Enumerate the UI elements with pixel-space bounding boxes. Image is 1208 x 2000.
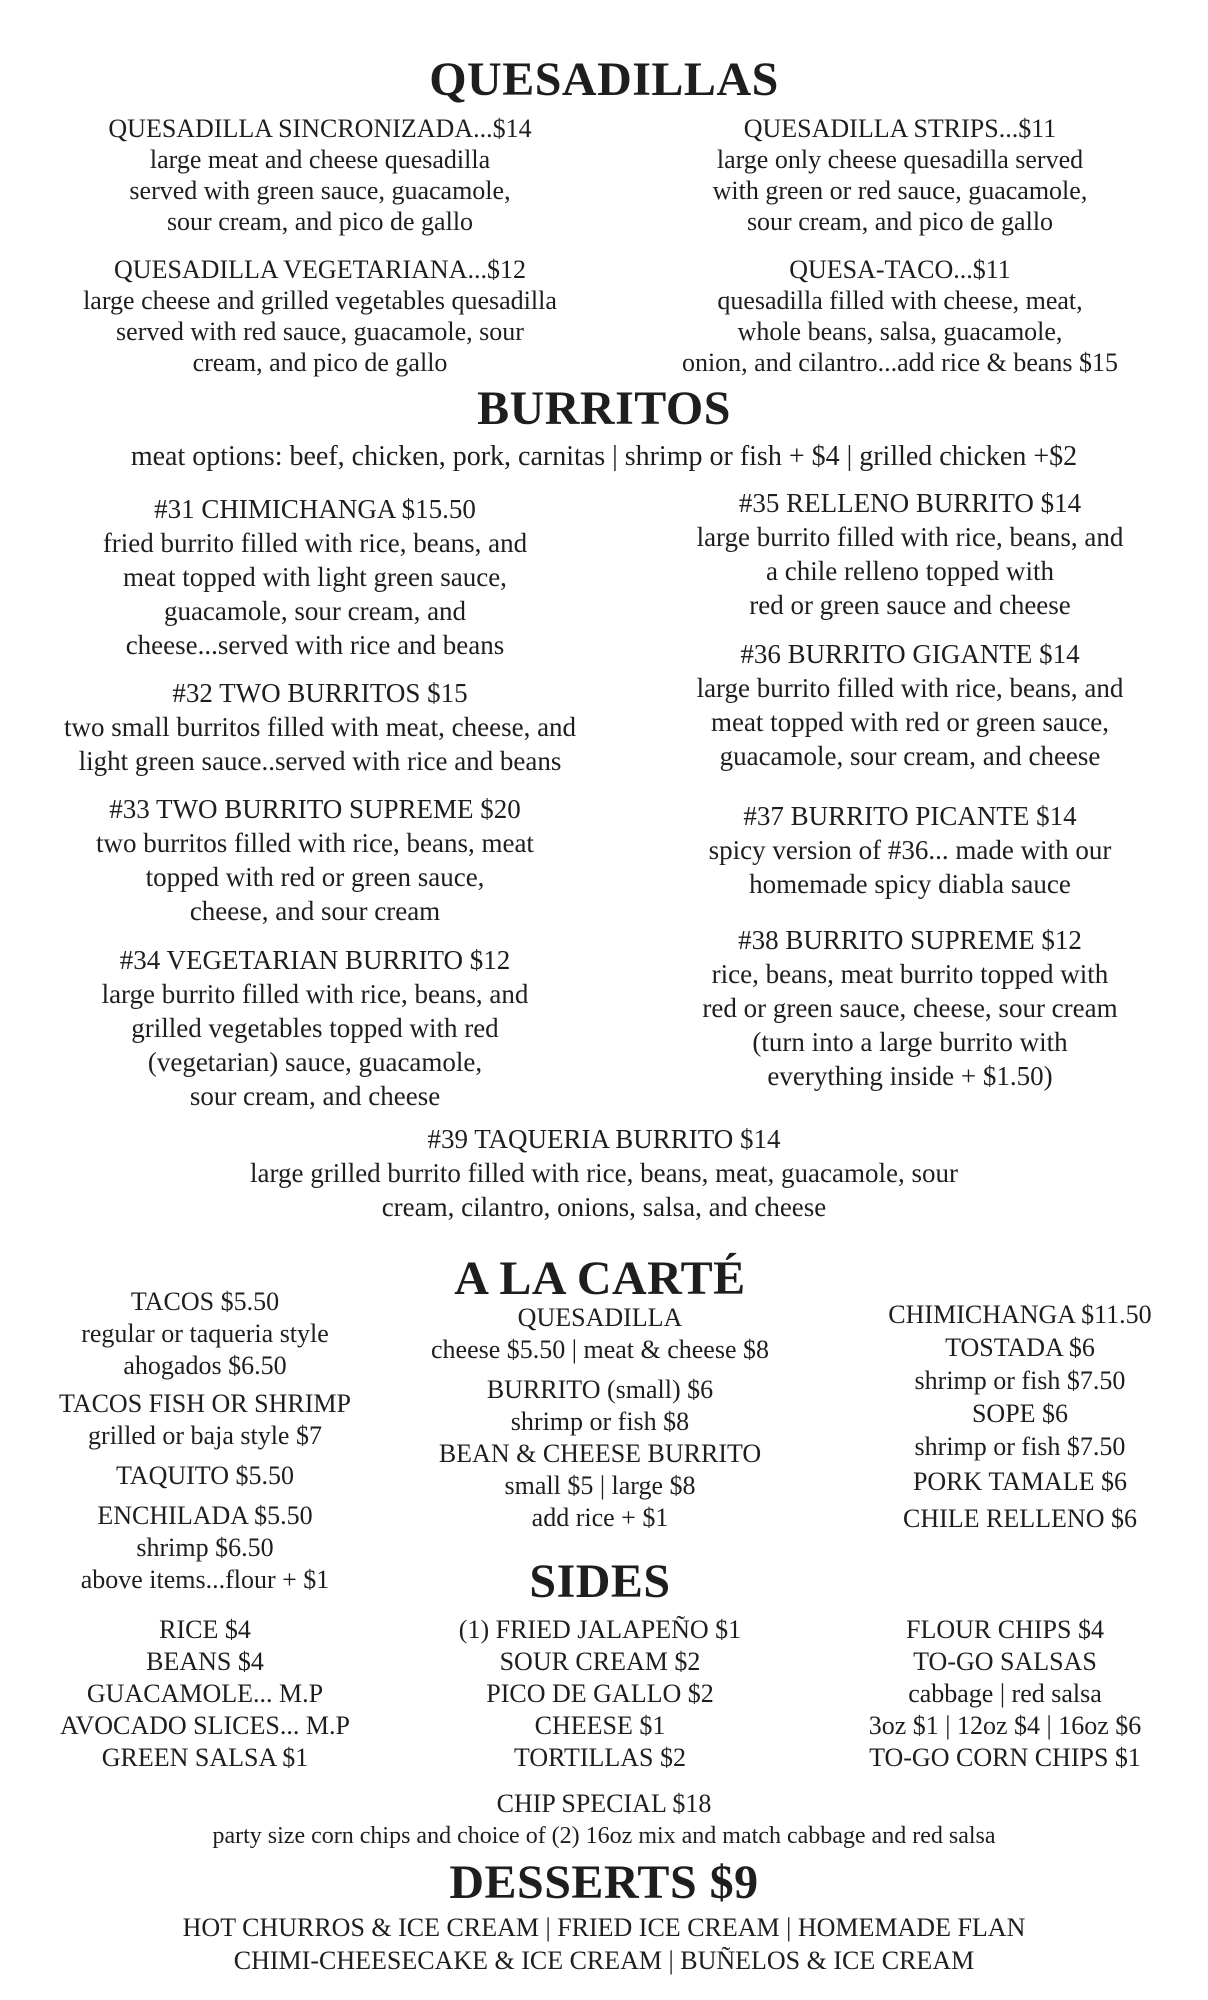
item-name: #34 VEGETARIAN BURRITO $12 [119, 945, 511, 975]
carte-item: shrimp or fish $7.50 [914, 1366, 1126, 1395]
item-desc: a chile relleno topped with [766, 556, 1054, 586]
chip-special-desc: party size corn chips and choice of (2) 16oz mix and match cabbage and red salsa [212, 1823, 996, 1849]
item-desc: sour cream, and pico de gallo [166, 207, 474, 236]
item-name: #37 BURRITO PICANTE $14 [743, 801, 1077, 831]
item-desc: meat topped with red or green sauce, [710, 707, 1110, 737]
desserts-line: HOT CHURROS & ICE CREAM | FRIED ICE CREAM | HOMEMADE FLAN [182, 1913, 1026, 1942]
item-desc: large burrito filled with rice, beans, and [696, 522, 1124, 552]
item-desc: cream, cilantro, onions, salsa, and cheese [381, 1192, 827, 1222]
carte-item: CHIMICHANGA $11.50 [888, 1300, 1152, 1329]
carte-item: BURRITO (small) $6 [486, 1375, 714, 1404]
menu-item-quesadilla-sincronizada [60, 113, 580, 237]
side-item: GREEN SALSA $1 [101, 1743, 309, 1772]
item-desc: grilled vegetables topped with red [131, 1013, 499, 1043]
item-name: #38 BURRITO SUPREME $12 [738, 925, 1082, 955]
item-desc: spicy version of #36... made with our [708, 835, 1112, 865]
carte-item: shrimp or fish $8 [510, 1407, 690, 1436]
item-desc: two burritos filled with rice, beans, meat [96, 828, 534, 858]
item-desc: whole beans, salsa, guacamole, [737, 317, 1063, 346]
item-desc: onion, and cilantro...add rice & beans $15 [681, 348, 1119, 377]
desserts-list [0, 1911, 1208, 1977]
menu-item-quesadilla-vegetariana [30, 254, 610, 378]
carte-item: BEAN & CHEESE BURRITO [438, 1439, 762, 1468]
side-item: FLOUR CHIPS $4 [906, 1615, 1104, 1644]
section-title-sides: SIDES [529, 1555, 671, 1608]
item-desc: fried burrito filled with rice, beans, and [102, 528, 528, 558]
menu-item-quesadilla-strips [640, 113, 1160, 237]
item-name: QUESA-TACO...$11 [789, 255, 1011, 284]
item-name: #36 BURRITO GIGANTE $14 [740, 639, 1080, 669]
section-title-a-la-carte: A LA CARTÉ [454, 1252, 746, 1305]
chip-special-title: CHIP SPECIAL $18 [496, 1789, 712, 1818]
item-desc: (turn into a large burrito with [752, 1027, 1068, 1057]
sides-right-column [820, 1614, 1190, 1774]
side-item: TO-GO CORN CHIPS $1 [869, 1743, 1141, 1772]
a-la-carte-right-column [840, 1298, 1200, 1535]
item-desc: served with red sauce, guacamole, sour [116, 317, 524, 346]
carte-item: TACOS FISH OR SHRIMP [59, 1389, 351, 1418]
item-name: #35 RELLENO BURRITO $14 [738, 488, 1082, 518]
carte-item: shrimp or fish $7.50 [914, 1432, 1126, 1461]
sides-middle-column [400, 1614, 800, 1774]
item-desc: large meat and cheese quesadilla [149, 145, 491, 174]
carte-item: CHILE RELLENO $6 [903, 1504, 1137, 1533]
carte-item: QUESADILLA [517, 1303, 683, 1332]
carte-item: add rice + $1 [531, 1503, 669, 1532]
side-item: 3oz $1 | 12oz $4 | 16oz $6 [868, 1711, 1142, 1740]
side-item: CHEESE $1 [534, 1711, 666, 1740]
item-name: QUESADILLA SINCRONIZADA...$14 [108, 114, 532, 143]
item-name: #39 TAQUERIA BURRITO $14 [427, 1124, 781, 1154]
menu-item-39-taqueria-burrito [0, 1122, 1208, 1224]
item-desc: meat topped with light green sauce, [123, 562, 507, 592]
carte-item: TOSTADA $6 [945, 1333, 1095, 1362]
item-desc: cream, and pico de gallo [192, 348, 448, 377]
side-item: PICO DE GALLO $2 [486, 1679, 714, 1708]
carte-item: shrimp $6.50 [136, 1533, 274, 1562]
item-desc: topped with red or green sauce, [145, 862, 485, 892]
item-desc: large cheese and grilled vegetables quesadilla [83, 286, 557, 315]
item-desc: large burrito filled with rice, beans, and [101, 979, 529, 1009]
item-desc: (vegetarian) sauce, guacamole, [147, 1047, 483, 1077]
desserts-line: CHIMI-CHEESECAKE & ICE CREAM | BUÑELOS & ICE CREAM [233, 1946, 975, 1975]
item-desc: red or green sauce and cheese [749, 590, 1071, 620]
a-la-carte-middle-column [400, 1302, 800, 1534]
carte-item: regular or taqueria style [81, 1319, 329, 1348]
carte-item: SOPE $6 [971, 1399, 1069, 1428]
side-item: BEANS $4 [146, 1647, 264, 1676]
sides-left-column [20, 1614, 390, 1774]
item-desc: guacamole, sour cream, and cheese [719, 741, 1101, 771]
item-desc: served with green sauce, guacamole, [129, 176, 511, 205]
item-desc: sour cream, and pico de gallo [746, 207, 1054, 236]
item-desc: large burrito filled with rice, beans, and [696, 673, 1124, 703]
menu-item-34-vegetarian-burrito [30, 943, 600, 1113]
meat-options: meat options: beef, chicken, pork, carnitas | shrimp or fish + $4 | grilled chicken +$2 [130, 441, 1078, 472]
item-desc: light green sauce..served with rice and beans [78, 746, 562, 776]
carte-item: above items...flour + $1 [80, 1565, 330, 1594]
menu-item-31-chimichanga [30, 492, 600, 662]
item-desc: guacamole, sour cream, and [163, 596, 467, 626]
item-name: #31 CHIMICHANGA $15.50 [154, 494, 476, 524]
chip-special [0, 1788, 1208, 1852]
item-name: #33 TWO BURRITO SUPREME $20 [109, 794, 521, 824]
side-item: RICE $4 [159, 1615, 251, 1644]
side-item: TORTILLAS $2 [513, 1743, 686, 1772]
section-title-desserts: DESSERTS $9 [449, 1856, 759, 1909]
menu-item-32-two-burritos [20, 676, 620, 778]
item-desc: cheese, and sour cream [189, 896, 441, 926]
item-desc: with green or red sauce, guacamole, [712, 176, 1088, 205]
item-desc: everything inside + $1.50) [767, 1061, 1053, 1091]
side-item: AVOCADO SLICES... M.P [60, 1711, 350, 1740]
item-name: #32 TWO BURRITOS $15 [172, 678, 468, 708]
section-title-burritos: BURRITOS [477, 382, 731, 435]
menu-item-33-two-burrito-supreme [30, 792, 600, 928]
carte-item: grilled or baja style $7 [88, 1421, 322, 1450]
item-name: QUESADILLA STRIPS...$11 [743, 114, 1057, 143]
item-desc: large only cheese quesadilla served [716, 145, 1084, 174]
carte-item: cheese $5.50 | meat & cheese $8 [430, 1335, 769, 1364]
menu-item-36-burrito-gigante [630, 637, 1190, 773]
side-item: SOUR CREAM $2 [499, 1647, 701, 1676]
item-desc: rice, beans, meat burrito topped with [711, 959, 1109, 989]
carte-item: TAQUITO $5.50 [116, 1461, 294, 1490]
menu-item-37-burrito-picante [630, 799, 1190, 901]
side-item: GUACAMOLE... M.P [86, 1679, 324, 1708]
side-item: (1) FRIED JALAPEÑO $1 [458, 1615, 742, 1644]
a-la-carte-left-column [20, 1286, 390, 1596]
menu-item-38-burrito-supreme [630, 923, 1190, 1093]
item-desc: sour cream, and cheese [189, 1081, 441, 1111]
item-name: QUESADILLA VEGETARIANA...$12 [114, 255, 526, 284]
side-item: cabbage | red salsa [908, 1679, 1102, 1708]
side-item: TO-GO SALSAS [913, 1647, 1097, 1676]
item-desc: two small burritos filled with meat, cheese, and [63, 712, 577, 742]
item-desc: homemade spicy diabla sauce [749, 869, 1071, 899]
carte-item: small $5 | large $8 [504, 1471, 696, 1500]
carte-item: PORK TAMALE $6 [912, 1467, 1128, 1496]
section-title-quesadillas: QUESADILLAS [429, 53, 779, 106]
carte-item: ahogados $6.50 [123, 1351, 287, 1380]
menu-item-quesa-taco [640, 254, 1160, 378]
item-desc: quesadilla filled with cheese, meat, [717, 286, 1083, 315]
item-desc: cheese...served with rice and beans [125, 630, 505, 660]
item-desc: large grilled burrito filled with rice, beans, meat, guacamole, sour [249, 1158, 958, 1188]
carte-item: TACOS $5.50 [130, 1287, 280, 1316]
carte-item: ENCHILADA $5.50 [97, 1501, 313, 1530]
menu-item-35-relleno-burrito [630, 486, 1190, 622]
item-desc: red or green sauce, cheese, sour cream [702, 993, 1118, 1023]
